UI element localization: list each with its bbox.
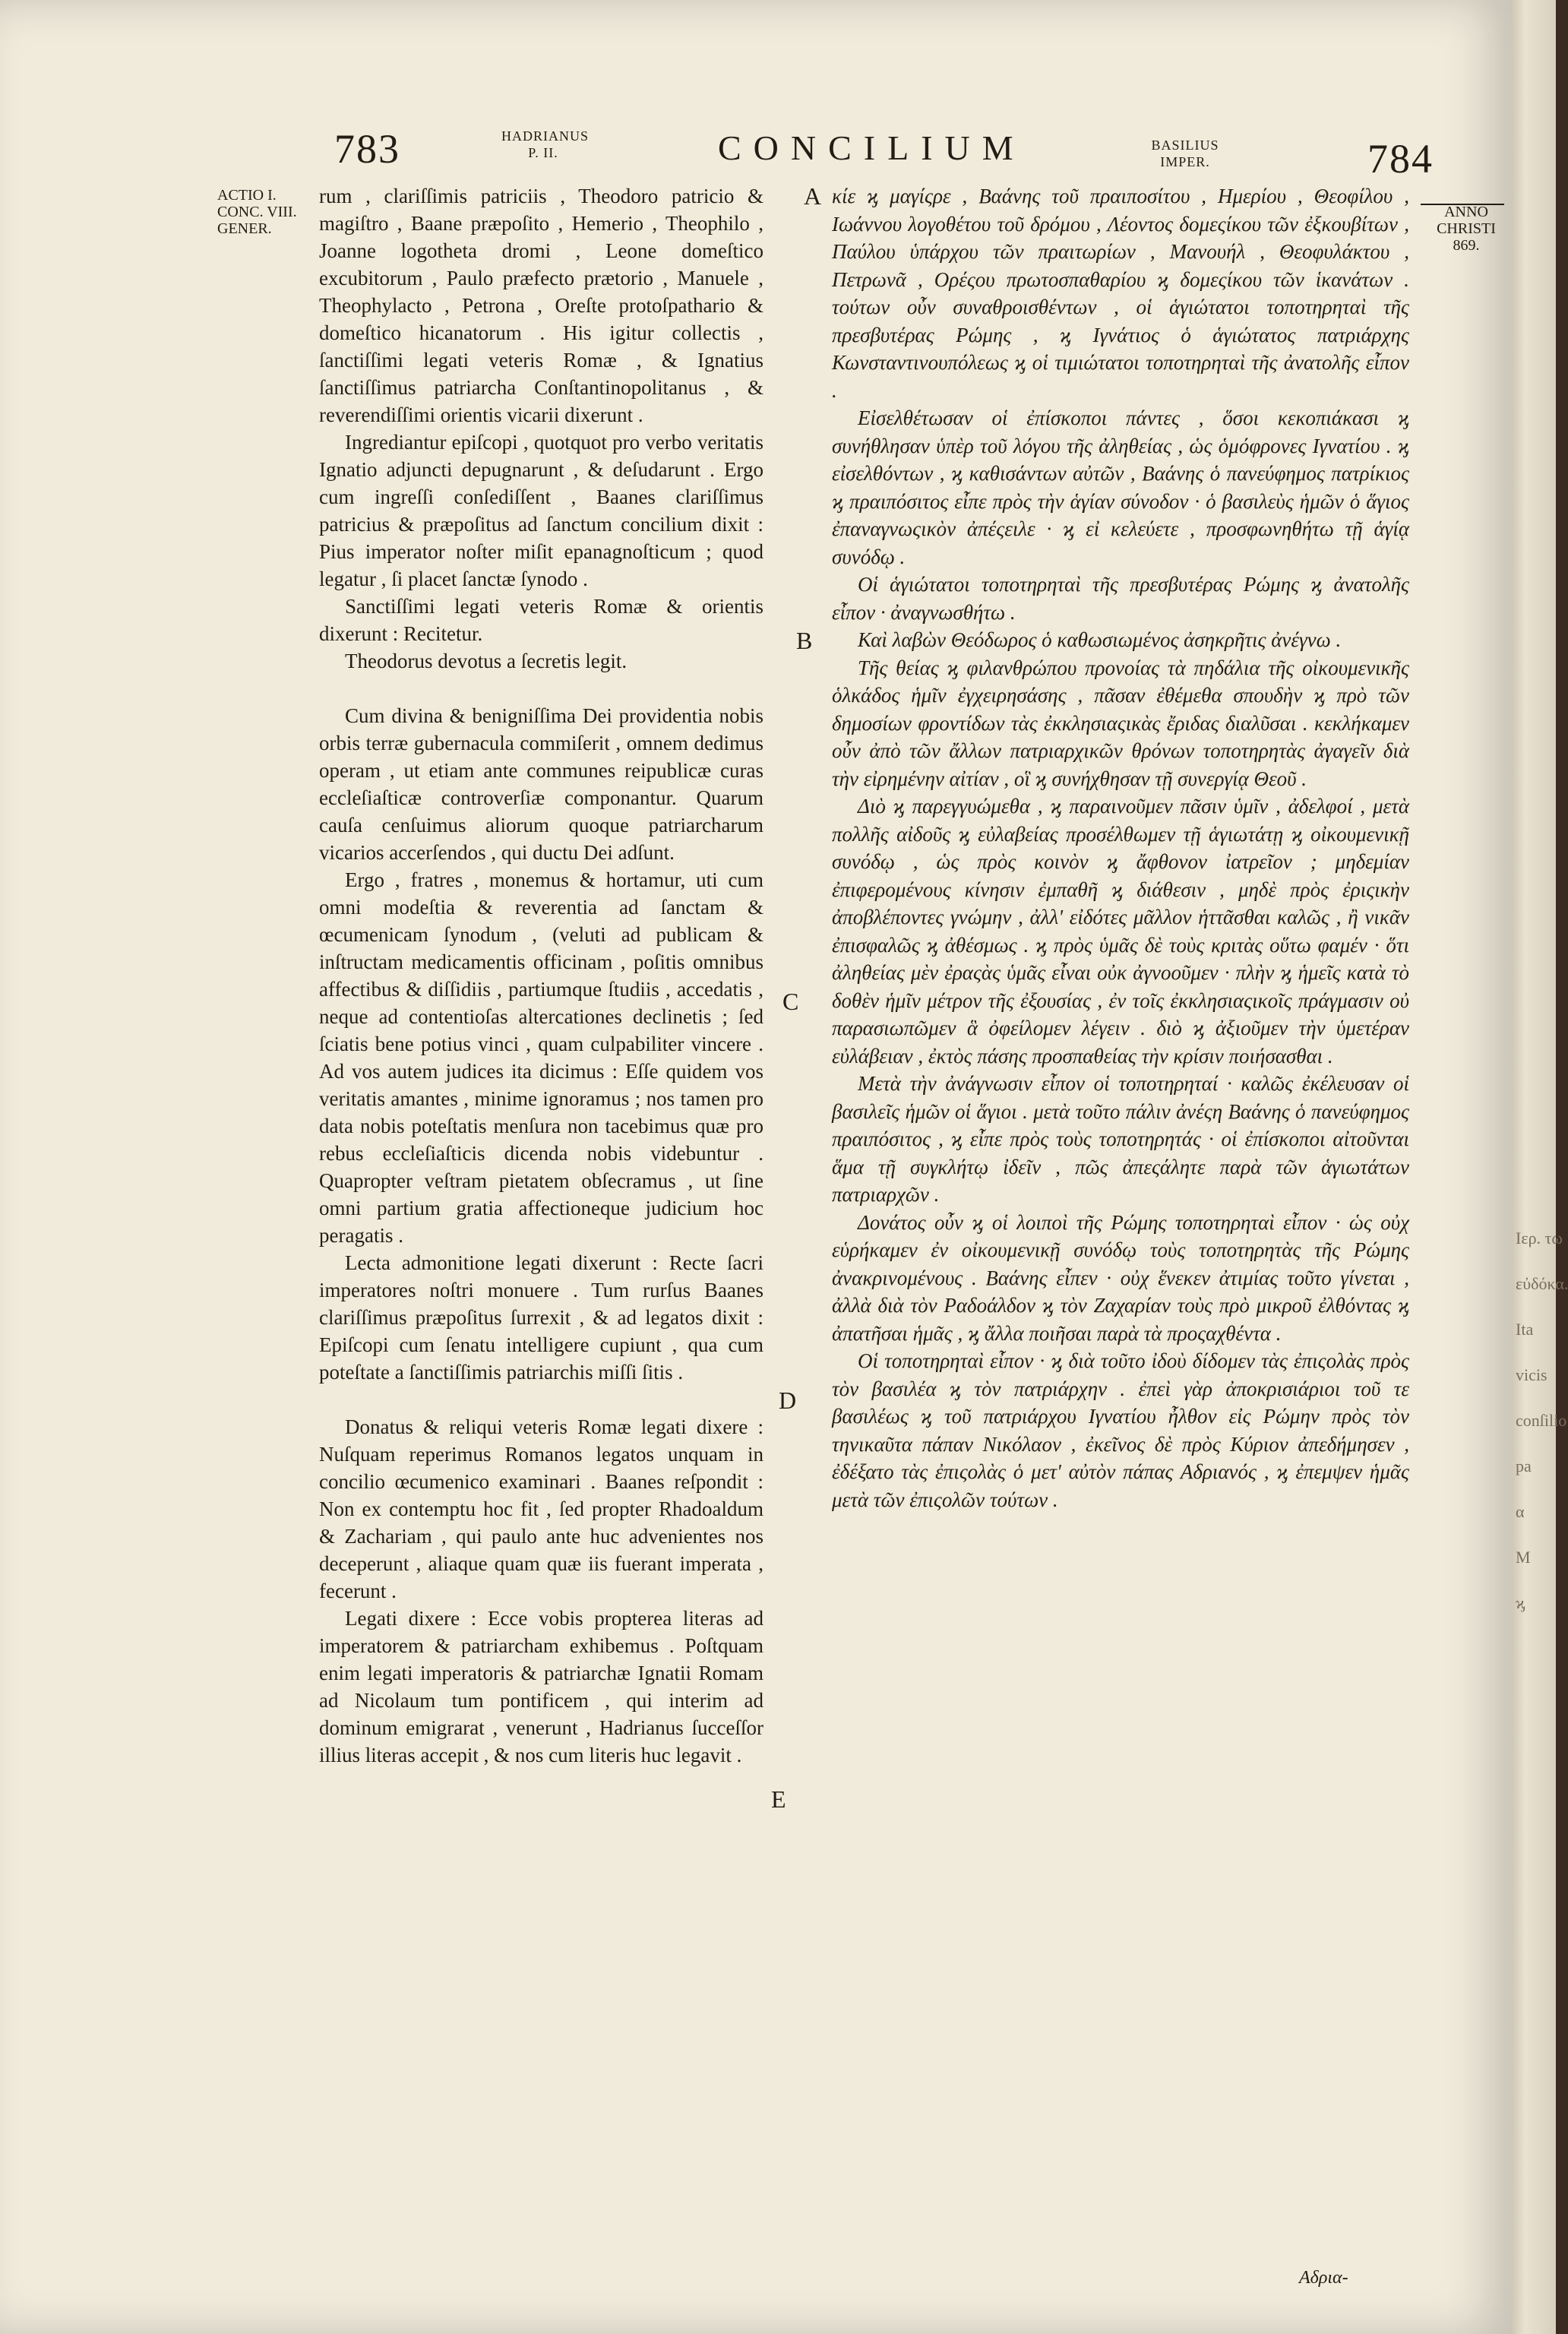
greek-paragraph: Μετὰ τὴν ἀνάγνωσιν εἶπον οἱ τοποτηρηταί · καλῶς ἐκέλευσαν οἱ βασιλεῖς ἡμῶν οἱ ἅγιοι . μετὰ τοῦτο πάλιν ἀνέςη Βαάνης ὁ πανεύφημος πραιπόσιτος , ϗ εἶπε πρὸς τοὺς τοποτηρητάς · οἱ ἐπίσκοποι αἰτοῦνται ἅμα τῇ συγκλήτῳ ἰδεῖν , πῶς ἀπεςάλητε παρὰ τῶν ἁγιωτάτων πατριαρχῶν . (832, 1072, 1409, 1206)
latin-paragraph: Sanctiſſimi legati veteris Romæ & orientis dixerunt : Recitetur. (319, 595, 763, 645)
margin-conc-label: CONC. VIII. (217, 204, 297, 220)
latin-column (319, 182, 763, 1769)
next-page-fragment: ϗ (1516, 1593, 1525, 1612)
next-page-fragment: εὐδόκα. (1516, 1274, 1568, 1293)
greek-paragraph: Οἱ τοποτηρηταὶ εἶπον · ϗ διὰ τοῦτο ἰδοὺ δίδομεν τὰς ἐπιςολὰς πρὸς τὸν βασιλέα ϗ τὸν πατριάρχην . ἐπεὶ γὰρ ἀποκρισιάριοι τοῦ τε βασιλέως ϗ τοῦ πατριάρχου Ιγνατίου ἦλθον εἰς Ρώμην πρὸς τὸν τηνικαῦτα πάπαν Νικόλαον , ἐκεῖνος δὲ πρὸς Κύριον ἀπεδήμησεν , ἐδέξατο τὰς ἐπιςολὰς ὁ μετ' αὐτὸν πάπας Αδριανός , ϗ ἐπεμψεν ἡμᾶς μετὰ τῶν ἐπιςολῶν τούτων . (832, 1349, 1409, 1511)
margin-gener-label: GENER. (217, 220, 272, 237)
next-page-fragment: conſilio (1516, 1411, 1567, 1430)
latin-paragraph: Theodorus devotus a ſecretis legit. (345, 650, 628, 672)
next-page-fragment: α (1516, 1502, 1525, 1521)
margin-anno-label: ANNO (1444, 204, 1488, 220)
page-number-left: 783 (334, 126, 400, 172)
latin-paragraph: Ingrediantur epiſcopi , quotquot pro verbo veritatis Ignatio adjuncti depugnarunt , & deſudarunt . Ergo cum ingreſſi conſediſſent , Baanes clariſſimus patricius & præpoſitus ad ſanctum concilium dixit : Pius imperator noſter miſit epanagnoſticum ; quod legatur , ſi placet ſanctæ ſynodo . (319, 431, 763, 590)
greek-paragraph: κίε ϗ μαγίςρε , Βαάνης τοῦ πραιποσίτου , Ημερίου , Θεοφίλου , Ιωάννου λογοθέτου τοῦ δρόμου , Λέοντος δομεςίκου τῶν ἐξκουβίτων , Παύλου ὑπάρχου τῶν πραιτωρίων , Μανουήλ , Θεοφυλάκτου , Πετρωνᾶ , Ορέςου πρωτοσπαθαρίου ϗ δομεςίκου τῶν ἱκανάτων . τούτων οὖν συναθροισθέντων , οἱ ἁγιώτατοι τοποτηρηταὶ τῆς πρεσβυτέρας Ρώμης , ϗ Ιγνάτιος ὁ ἁγιώτατος πατριάρχης Κωνσταντινουπόλεως ϗ οἱ τιμιώτατοι τοποτηρηταὶ τῆς ἀνατολῆς εἶπον . (832, 185, 1409, 402)
margin-christi-label: CHRISTI (1437, 220, 1496, 237)
page-title: CONCILIUM (718, 128, 1026, 167)
greek-paragraph: Δονάτος οὖν ϗ οἱ λοιποὶ τῆς Ρώμης τοποτηρηταὶ εἶπον · ὡς οὐχ εὑρήκαμεν ἐν οἰκουμενικῇ συνόδῳ τοὺς τοποτηρητὰς τῆς Ρώμης ἀνακρινομένους . Βαάνης εἶπεν · οὐχ ἕνεκεν ἀτιμίας τοῦτο γίνεται , ἀλλὰ διὰ τὸν Ραδοάλδον ϗ τὸν Ζαχαρίαν τοὺς πρὸ μικροῦ ἐλθόντας ϗ ἀπατῆσαι ἡμᾶς , ϗ ἄλλα ποιῆσαι παρὰ τὰ προςαχθέντα . (832, 1210, 1409, 1345)
section-letter-e: E (771, 1785, 786, 1813)
next-page-fragment: Ita vicis (1516, 1320, 1547, 1384)
greek-column (832, 182, 1409, 1513)
greek-paragraph: Τῆς θείας ϗ φιλανθρώπου προνοίας τὰ πηδάλια τῆς οἰκουμενικῆς ὁλκάδος ἡμῖν ἐγχειρησάσης , πᾶσαν ἐθέμεθα σπουδὴν ϗ πρὸ τῶν δημοσίων φροντίδων τὰς ἐκκλησιαςικὰς ἔριδας διαλῦσαι . κεκλήκαμεν οὖν ἀπὸ τῶν ἄλλων πατριαρχικῶν θρόνων τοποτηρητὰς ἀγαγεῖν διὰ τὴν εἰρημένην αἰτίαν , οἳ ϗ συνήχθησαν τῇ συνεργίᾳ Θεοῦ . (832, 656, 1409, 790)
greek-paragraph: Οἱ ἁγιώτατοι τοποτηρηταὶ τῆς πρεσβυτέρας Ρώμης ϗ ἀνατολῆς εἶπον · ἀναγνωσθήτω . (832, 573, 1409, 624)
section-letter-c: C (782, 988, 799, 1015)
latin-paragraph: Legati dixere : Ecce vobis propterea literas ad imperatorem & patriarcham exhibemus . Poſtquam enim legati imperatoris & patriarchæ Ignatii Romam ad Nicolaum tum pontificem , qui interim ad dominum emigrarat , venerunt , Hadrianus ſucceſſor illius literas accepit , & nos cum literis huc legavit . (319, 1607, 763, 1766)
latin-paragraph: Donatus & reliqui veteris Romæ legati dixere : Nuſquam reperimus Romanos legatos unquam in concilio œcumenico examinari . Baanes reſpondit : Non ex contemptu hoc fit , ſed propter Rhadoaldum & Zachariam , qui paulo ante huc advenientes nos deceperunt , aliaque quam quæ iis fuerant imperata , fecerunt . (319, 1415, 763, 1602)
latin-paragraph: Lecta admonitione legati dixerunt : Recte ſacri imperatores noſtri monuere . Tum rurſus Baanes clariſſimus præpoſitus ſurrexit , & ad legatos dixit : Epiſcopi cum ſenatu intelligere cupiunt , qua cum poteſtate a ſanctiſſimis patriarchis miſſi ſitis . (319, 1251, 763, 1384)
next-page-fragment: Ιερ. τω (1516, 1229, 1563, 1248)
latin-paragraph: Cum divina & benigniſſima Dei providentia nobis orbis terræ gubernacula commiſerit , omnem dedimus operam , ut etiam ante communes reipublicæ curas eccleſiaſticæ controverſiæ componantur. Quarum cauſa cenſuimus aliorum quoque patriarcharum vicarios accerſendos , qui ductu Dei adſunt. (319, 704, 763, 864)
section-letter-b: B (796, 627, 813, 654)
next-page-edge (1512, 0, 1556, 2334)
margin-actio (217, 187, 297, 237)
latin-paragraph: Ergo , fratres , monemus & hortamur, uti cum omni modeſtia & reverentia ad ſanctam & œcumenicam ſynodum , (veluti ad publicam & inſtructam medicamentis officinam , poſitis omnibus affectibus & diſſidiis , partiumque ſtudiis , accedatis , neque ad contentioſas altercationes declinetis ; ſed ſciatis bene potius vinci , quam culpabiliter vincere . Ad vos autem judices ita dicimus : Eſſe quidem vos veritatis amantes , minime ignoramus ; nos tamen pro data nobis poteſtatis menſura non tacebimus quæ pro rebus eccleſiaſticis dicenda nobis videbuntur . Quapropter veſtram pietatem obſecramus , ut ſine omni partium gratia affectioneque judicium hoc peragatis . (319, 868, 763, 1247)
margin-anno (1428, 204, 1504, 254)
greek-paragraph: Καὶ λαβὼν Θεόδωρος ὁ καθωσιωμένος ἀσηκρῆτις ἀνέγνω . (858, 628, 1342, 651)
next-page-fragments (1516, 1216, 1568, 1626)
section-letter-a: A (804, 182, 822, 210)
margin-actio-label: ACTIO I. (217, 187, 277, 204)
page-number-right: 784 (1367, 136, 1434, 182)
next-page-fragment: Μ (1516, 1548, 1531, 1567)
greek-paragraph: Διὸ ϗ παρεγγυώμεθα , ϗ παραινοῦμεν πᾶσιν ὑμῖν , ἀδελφοί , μετὰ πολλῆς αἰδοῦς ϗ εὐλαβείας προσέλθωμεν τῇ ἁγιωτάτῃ ϗ οἰκουμενικῇ συνόδῳ , ὡς πρὸς κοινὸν ϗ ἄφθονον ἰατρεῖον ; μηδεμίαν ἐπιφερομένους κίνησιν ἐμπαθῆ ϗ διάθεσιν , μηδὲ πρὸς ἐριςικὴν ἀποβλέποντες γνώμην , ἀλλ' εἰδότες μᾶλλον ἡττᾶσθαι καλῶς , ἢ νικᾶν ἐπισφαλῶς ϗ ἀθέσμως . ϗ πρὸς ὑμᾶς δὲ τοὺς κριτὰς οὕτω φαμέν · ὅτι ἀληθείας μὲν ἐραςὰς ὑμᾶς εἶναι οὐκ ἀγνοοῦμεν · πλὴν ϗ ἡμεῖς κατὰ τὸ δοθὲν ἡμῖν μέτρον τῆς ἐξουσίας , ἐν τοῖς ἐκκλησιαςικοῖς πράγμασιν οὐ παρασιωπῶμεν ἃ ὀφείλομεν λέγειν . διὸ ϗ ἀξιοῦμεν τὴν ὑμετέραν εὐλάβειαν , ἐκτὸς πάσης προσπαθείας τὴν κρίσιν ποιήσασθαι . (832, 795, 1409, 1067)
greek-paragraph: Εἰσελθέτωσαν οἱ ἐπίσκοποι πάντες , ὅσοι κεκοπιάκασι ϗ συνήθλησαν ὑπὲρ τοῦ λόγου τῆς ἀληθείας , ὡς ὁμόφρονες Ιγνατίου . ϗ εἰσελθόντων , ϗ καθισάντων αὐτῶν , Βαάνης ὁ πανεύφημος πατρίκιος ϗ πραιπόσιτος εἶπε πρὸς τὴν ἁγίαν σύνοδον · ὁ βασιλεὺς ἡμῶν ὁ ἅγιος ἐπαναγνωςικὸν ἀπέςειλε · ϗ εἰ κελεύετε , προσφωνηθήτω τῇ ἁγίᾳ συνόδῳ . (832, 406, 1409, 568)
catchword: Αδρια- (1299, 2268, 1348, 2288)
running-head-left: HADRIANUS P. II. (501, 128, 590, 160)
running-head-right: BASILIUS IMPER. (1151, 138, 1219, 169)
latin-paragraph: rum , clariſſimis patriciis , Theodoro patricio & magiſtro , Baane præpoſito , Hemerio , Theophilo , Joanne logotheta dromi , Leone domeſtico excubitorum , Paulo præfecto prætorio , Manuele , Theophylacto , Petrona , Oreſte protoſpathario & domeſtico hicanatorum . His igitur collectis , ſanctiſſimi legati veteris Romæ , & Ignatius ſanctiſſimus patriarcha Conſtantinopolitanus , & reverendiſſimi orientis vicarii dixerunt . (319, 185, 763, 426)
next-page-fragment: pa (1516, 1456, 1532, 1475)
section-letter-d: D (779, 1387, 797, 1414)
margin-year-label: 869. (1453, 237, 1480, 254)
